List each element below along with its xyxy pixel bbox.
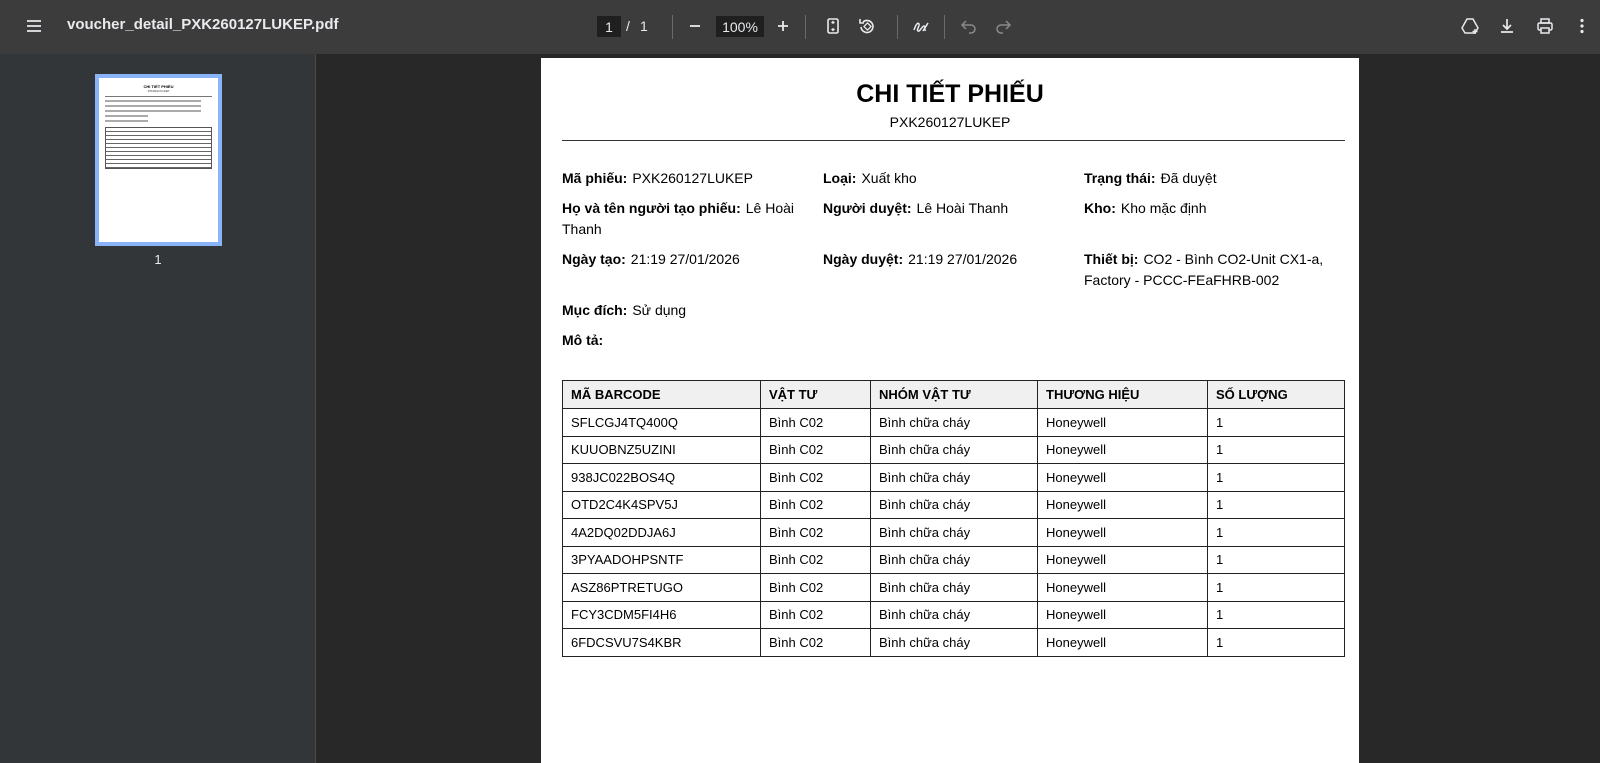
cell-barcode: OTD2C4K4SPV5J [563,491,761,519]
cell-item: Bình C02 [761,491,871,519]
cell-item: Bình C02 [761,519,871,547]
field-value: 21:19 27/01/2026 [630,251,740,267]
field-thiet-bi [1084,249,1339,291]
thumbnail-sidebar [0,54,316,763]
thumbnail-text-line [105,110,201,112]
zoom-level-input[interactable] [716,16,764,37]
thumbnail-preview [105,84,212,169]
cell-group: Bình chữa cháy [871,491,1038,519]
cell-quantity: 1 [1208,574,1345,602]
undo-icon [959,16,979,36]
thumbnail-code: PXK260127LUKEP [147,90,170,93]
toolbar-divider [672,15,673,39]
document-viewer[interactable] [317,54,1600,763]
drive-add-icon [1460,16,1480,36]
table-row [563,629,1345,657]
table-row [563,601,1345,629]
thumbnail-page-number: 1 [154,252,162,267]
field-muc-dich [562,300,862,321]
redo-button[interactable] [987,10,1019,42]
field-mo-ta [562,330,862,351]
cell-group: Bình chữa cháy [871,574,1038,602]
cell-item: Bình C02 [761,574,871,602]
minus-icon [685,16,705,36]
field-nguoi-tao [562,198,812,240]
field-value: 21:19 27/01/2026 [908,251,1018,267]
page-number-input[interactable] [597,16,621,37]
cell-group: Bình chữa cháy [871,436,1038,464]
table-row [563,409,1345,437]
field-value: Xuất kho [861,170,917,186]
thumbnail-table [105,127,212,169]
zoom-out-button[interactable] [679,10,711,42]
cell-quantity: 1 [1208,409,1345,437]
thumbnail-text-line [105,100,201,102]
thumbnail-text-line [105,115,148,117]
redo-icon [993,16,1013,36]
table-row [563,546,1345,574]
field-value: Kho mặc định [1120,200,1207,216]
cell-quantity: 1 [1208,629,1345,657]
field-value: Đã duyệt [1160,170,1217,186]
cell-brand: Honeywell [1038,629,1208,657]
field-value: Sử dụng [632,302,687,318]
table-row [563,491,1345,519]
cell-group: Bình chữa cháy [871,629,1038,657]
rotate-icon [857,16,877,36]
field-trang-thai [1084,168,1334,189]
cell-barcode: FCY3CDM5FI4H6 [563,601,761,629]
table-header-row [563,381,1345,409]
fit-page-icon [823,16,843,36]
document-filename: voucher_detail_PXK260127LUKEP.pdf [67,16,339,33]
cell-group: Bình chữa cháy [871,519,1038,547]
cell-barcode: 3PYAADOHPSNTF [563,546,761,574]
table-row [563,464,1345,492]
field-loai [823,168,1073,189]
document-code: PXK260127LUKEP [889,114,1011,130]
cell-brand: Honeywell [1038,409,1208,437]
print-icon [1535,16,1555,36]
thumbnail-rule [105,96,212,97]
field-label: Mã phiếu: [562,170,628,186]
field-nguoi-duyet [823,198,1073,219]
draw-icon [911,16,931,36]
add-to-drive-button[interactable] [1454,10,1486,42]
thumbnail-text-line [105,120,148,122]
cell-item: Bình C02 [761,436,871,464]
field-label: Ngày tạo: [562,251,626,267]
field-label: Thiết bị: [1084,251,1139,267]
table-row [563,519,1345,547]
toolbar-divider [944,15,945,39]
column-header: MÃ BARCODE [563,381,761,409]
field-ma-phieu [562,168,812,189]
plus-icon [773,16,793,36]
thumbnail-title: CHI TIẾT PHIẾU [143,84,174,89]
fit-page-button[interactable] [817,10,849,42]
rotate-button[interactable] [851,10,883,42]
cell-brand: Honeywell [1038,436,1208,464]
download-icon [1497,16,1517,36]
cell-item: Bình C02 [761,464,871,492]
cell-group: Bình chữa cháy [871,464,1038,492]
field-value: Lê Hoài Thanh [916,200,1009,216]
page-total: 1 [640,18,648,34]
field-ngay-tao [562,249,812,270]
cell-brand: Honeywell [1038,464,1208,492]
table-row [563,436,1345,464]
pdf-toolbar [0,0,1600,54]
cell-quantity: 1 [1208,464,1345,492]
document-title: CHI TIẾT PHIẾU [856,80,1044,108]
cell-barcode: 938JC022BOS4Q [563,464,761,492]
more-options-icon[interactable] [1566,10,1598,42]
column-header: VẬT TƯ [761,381,871,409]
print-button[interactable] [1529,10,1561,42]
download-button[interactable] [1491,10,1523,42]
cell-barcode: KUUOBNZ5UZINI [563,436,761,464]
pdf-page [541,58,1359,763]
field-label: Mô tả: [562,332,604,348]
column-header: THƯƠNG HIỆU [1038,381,1208,409]
cell-barcode: ASZ86PTRETUGO [563,574,761,602]
cell-brand: Honeywell [1038,601,1208,629]
thumbnail-text-line [105,105,201,107]
toolbar-divider [897,15,898,39]
field-value: Lê Hoài Thanh [562,200,795,237]
field-label: Loại: [823,170,857,186]
cell-quantity: 1 [1208,546,1345,574]
cell-barcode: 6FDCSVU7S4KBR [563,629,761,657]
cell-brand: Honeywell [1038,491,1208,519]
field-label: Người duyệt: [823,200,912,216]
column-header: SỐ LƯỢNG [1208,381,1345,409]
page-separator: / [626,18,630,34]
field-label: Họ và tên người tạo phiếu: [562,200,741,216]
title-divider [562,140,1345,141]
field-value: CO2 - Bình CO2-Unit CX1-a, Factory - PCCC-FEaFHRB-002 [1084,251,1324,288]
field-label: Mục đích: [562,302,628,318]
cell-item: Bình C02 [761,629,871,657]
cell-item: Bình C02 [761,601,871,629]
field-label: Trạng thái: [1084,170,1156,186]
field-value: PXK260127LUKEP [632,170,753,186]
menu-icon[interactable] [18,10,50,42]
page-thumbnail[interactable] [95,74,222,246]
cell-brand: Honeywell [1038,574,1208,602]
toolbar-divider [805,15,806,39]
cell-quantity: 1 [1208,436,1345,464]
cell-item: Bình C02 [761,546,871,574]
cell-brand: Honeywell [1038,546,1208,574]
annotate-button[interactable] [905,10,937,42]
cell-brand: Honeywell [1038,519,1208,547]
cell-quantity: 1 [1208,491,1345,519]
cell-group: Bình chữa cháy [871,409,1038,437]
cell-barcode: SFLCGJ4TQ400Q [563,409,761,437]
field-ngay-duyet [823,249,1073,270]
cell-quantity: 1 [1208,519,1345,547]
thumbnail-table-row [106,164,211,168]
table-row [563,574,1345,602]
field-kho [1084,198,1334,219]
cell-group: Bình chữa cháy [871,546,1038,574]
field-label: Kho: [1084,200,1116,216]
undo-button[interactable] [953,10,985,42]
zoom-in-button[interactable] [767,10,799,42]
cell-barcode: 4A2DQ02DDJA6J [563,519,761,547]
cell-item: Bình C02 [761,409,871,437]
cell-quantity: 1 [1208,601,1345,629]
column-header: NHÓM VẬT TƯ [871,381,1038,409]
field-label: Ngày duyệt: [823,251,904,267]
items-table [562,380,1345,657]
cell-group: Bình chữa cháy [871,601,1038,629]
